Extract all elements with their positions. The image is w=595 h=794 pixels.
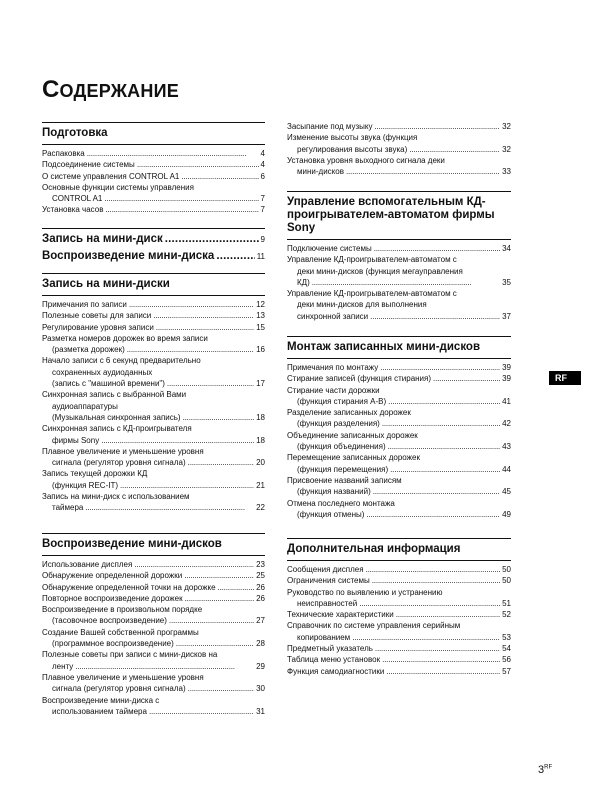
toc-entry[interactable]	[287, 373, 511, 384]
section-divider	[287, 239, 511, 240]
toc-page-number: 43	[502, 442, 511, 452]
toc-list	[287, 243, 511, 322]
dot-leader	[188, 683, 254, 694]
toc-entry-text: (функция REC-IT)	[52, 480, 119, 490]
toc-entry-text: Ограничения системы	[287, 576, 370, 586]
section-title: Запись на мини-диски	[42, 273, 265, 291]
toc-entry[interactable]	[42, 389, 265, 423]
toc-page-number: 50	[502, 576, 511, 586]
toc-page-number: 30	[256, 684, 265, 694]
toc-entry[interactable]	[287, 564, 511, 575]
toc-page-number: 57	[502, 666, 511, 676]
dot-leader	[183, 412, 255, 423]
toc-entry-text: (функция перемещения)	[297, 464, 389, 474]
toc-page-number: 41	[502, 396, 511, 406]
section-montazh	[287, 336, 511, 520]
toc-entry-text: Подключение системы	[287, 244, 372, 253]
dot-leader	[388, 441, 500, 452]
toc-entry-text: (запись с "машиной времени")	[52, 379, 165, 389]
toc-entry-text: О системе управления CONTROL A1	[42, 171, 180, 181]
toc-entry-text: Полезные советы для записи	[42, 311, 152, 321]
dot-leader	[386, 666, 500, 677]
toc-entry-text: Таблица меню установок	[287, 655, 381, 665]
toc-entry[interactable]	[287, 254, 511, 288]
toc-entry-text: таймера	[52, 503, 84, 513]
dot-leader	[120, 480, 254, 491]
toc-entry-text: Распаковка	[42, 149, 85, 158]
toc-entry[interactable]	[42, 593, 265, 604]
toc-entry-text: CONTROL A1	[52, 194, 103, 204]
section-top	[287, 121, 511, 177]
dot-leader	[185, 593, 254, 604]
dot-leader	[167, 378, 254, 389]
toc-entry-line: Руководство по выявлению и устранению	[287, 587, 443, 597]
toc-entry[interactable]	[287, 452, 511, 475]
toc-page-number: 20	[256, 458, 265, 468]
toc-entry-line: Запись текущей дорожки КД	[42, 469, 148, 479]
section-divider	[287, 560, 511, 561]
toc-entry-text: Стирание записей (функция стирания)	[287, 374, 432, 384]
dot-leader	[176, 638, 254, 649]
toc-page-number: 12	[256, 300, 265, 309]
toc-entry[interactable]	[42, 299, 265, 310]
toc-page-number: 18	[256, 412, 265, 422]
section-divider	[42, 144, 265, 145]
dot-leader	[409, 144, 500, 155]
toc-entry-text: регулирования высоты звука)	[297, 144, 408, 154]
toc-entry[interactable]	[42, 582, 265, 593]
dot-leader	[104, 193, 258, 204]
section-title: Воспроизведение мини-дисков	[42, 533, 265, 551]
toc-page-number: 54	[502, 644, 511, 654]
toc-entry[interactable]	[42, 159, 265, 170]
toc-entry-line: Справочник по системе управления серийным	[287, 621, 461, 631]
toc-entry-line: аудиоаппаратуры	[52, 401, 118, 411]
dot-leader	[380, 362, 500, 373]
toc-entry-line: деки мини-дисков для выполнения	[297, 300, 427, 310]
toc-entry-text: (тасовочное воспроизведение)	[52, 616, 167, 626]
dot-leader	[156, 322, 254, 333]
toc-entry[interactable]	[42, 355, 265, 389]
toc-entry-line: сохраненных аудиоданных	[52, 367, 153, 377]
toc-entry[interactable]	[42, 310, 265, 321]
toc-entry[interactable]	[287, 362, 511, 373]
dot-leader	[433, 373, 500, 384]
dot-leader	[382, 654, 500, 665]
toc-list	[287, 564, 511, 677]
toc-entry-line: Синхронная запись с выбранной Вами	[42, 390, 187, 400]
toc-entry-line: Полезные советы при записи с мини-дисков на	[42, 650, 218, 660]
toc-page-number: 53	[502, 632, 511, 642]
toc-entry[interactable]	[42, 171, 265, 182]
toc-entry-line: Создание Вашей собственной программы	[42, 627, 199, 637]
toc-entry[interactable]	[287, 407, 511, 430]
toc-page-number: 32	[502, 122, 511, 131]
toc-entry-line: Установка уровня выходного сигнала деки	[287, 155, 445, 165]
toc-entry-line: Воспроизведение мини-диска с	[42, 695, 160, 705]
dot-leader	[352, 632, 500, 643]
section-podgotovka	[42, 122, 265, 216]
toc-entry-text: Примечания по записи	[42, 300, 127, 309]
toc-entry-text: Примечания по монтажу	[287, 363, 379, 372]
toc-entry-text: Технические характеристики	[287, 610, 394, 620]
toc-entry-text: (функция объединения)	[297, 442, 386, 452]
toc-entry[interactable]	[42, 423, 265, 446]
section-title: Дополнительная информация	[287, 538, 511, 556]
section-dop	[287, 538, 511, 677]
toc-entry-line: Управление КД-проигрывателем-автоматом с	[287, 289, 457, 299]
dot-leader	[346, 166, 500, 177]
toc-entry[interactable]	[42, 649, 265, 672]
toc-page-number: 15	[256, 322, 265, 332]
toc-page-number: 18	[256, 435, 265, 445]
toc-entry-line: Присвоение названий записям	[287, 475, 402, 485]
section-title: Управление вспомогательным КД- проигрывателем-автоматом фирмы Sony	[287, 191, 511, 235]
toc-entry-text: Функция самодиагностики	[287, 666, 385, 676]
toc-page-number: 4	[260, 160, 265, 170]
toc-page-number: 32	[502, 144, 511, 154]
language-tab: RF	[549, 371, 581, 385]
toc-entry[interactable]	[42, 559, 265, 570]
toc-entry-text: (функция стирания A-B)	[297, 396, 387, 406]
toc-page-number: 7	[260, 194, 265, 204]
toc-page-number: 17	[256, 379, 265, 389]
toc-list	[42, 148, 265, 216]
toc-page-number: 56	[502, 655, 511, 665]
toc-entry-text: использованием таймера	[52, 706, 147, 716]
toc-entry-line: деки мини-дисков (функция мегауправления	[297, 266, 463, 276]
toc-entry-text: сигнала (регулятор уровня сигнала)	[52, 684, 186, 694]
toc-page-number: 25	[256, 571, 265, 581]
toc-entry-text: Регулирование уровня записи	[42, 322, 154, 332]
toc-entry[interactable]	[287, 643, 511, 654]
toc-entry[interactable]	[42, 570, 265, 581]
toc-entry[interactable]	[42, 182, 265, 205]
toc-entry-text: КД)	[297, 277, 310, 287]
toc-entry-line: Воспроизведение в произвольном порядке	[42, 605, 203, 615]
toc-entry[interactable]	[42, 322, 265, 333]
toc-entry-line: Плавное увеличение и уменьшение уровня	[42, 672, 204, 682]
dot-leader	[137, 159, 259, 170]
toc-page-number: 50	[502, 565, 511, 574]
toc-entry-line: Запись на мини-диск с использованием	[42, 492, 190, 502]
page-title: СОДЕРЖАНИЕ	[42, 76, 179, 103]
dot-leader	[87, 148, 259, 159]
toc-page-number: 44	[502, 464, 511, 474]
toc-entry-text: (программное воспроизведение)	[52, 639, 174, 649]
toc-entry[interactable]	[42, 446, 265, 469]
dot-leader	[75, 661, 254, 672]
dot-leader	[129, 299, 254, 310]
dot-leader	[375, 643, 500, 654]
toc-entry[interactable]	[287, 121, 511, 132]
toc-entry-text: фирмы Sony	[52, 435, 100, 445]
toc-entry[interactable]	[287, 587, 511, 610]
toc-entry[interactable]	[287, 385, 511, 408]
toc-page-number: 16	[256, 345, 265, 355]
toc-entry[interactable]	[287, 243, 511, 254]
toc-page-number: 39	[502, 363, 511, 372]
section-divider	[287, 358, 511, 359]
toc-page-number: 23	[256, 560, 265, 569]
toc-page-number: 33	[502, 167, 511, 177]
section-zapis	[42, 273, 265, 514]
toc-entry-text: Обнаружение определенной дорожки	[42, 571, 183, 581]
toc-entry[interactable]	[287, 620, 511, 643]
toc-list	[42, 559, 265, 717]
section-title: Монтаж записанных мини-дисков	[287, 336, 511, 354]
dot-leader	[388, 396, 500, 407]
dot-leader	[188, 457, 254, 468]
toc-entry-text: неисправностей	[297, 598, 358, 608]
toc-entry-text: Засыпание под музыку	[287, 122, 373, 131]
toc-page-number: 21	[256, 480, 265, 490]
dot-leader	[101, 435, 254, 446]
toc-entry-text: (функция названий)	[297, 487, 371, 497]
toc-entry-line: Основные функции системы управления	[42, 182, 194, 192]
dot-leader	[153, 310, 254, 321]
section-vosp	[42, 533, 265, 717]
toc-page-number: 37	[502, 311, 511, 321]
dot-leader	[312, 277, 500, 288]
toc-entry-line: Изменение высоты звука (функция	[287, 133, 418, 143]
toc-page-number: 13	[256, 311, 265, 321]
toc-entry[interactable]	[287, 430, 511, 453]
toc-entry[interactable]	[42, 491, 265, 514]
dot-leader	[374, 121, 500, 132]
toc-entry[interactable]	[287, 132, 511, 155]
dot-leader	[366, 509, 500, 520]
toc-entry-line: Стирание части дорожки	[287, 385, 380, 395]
toc-entry-text: Повторное воспроизведение дорожек	[42, 593, 183, 603]
toc-page-number: 26	[256, 593, 265, 603]
toc-page-number: 49	[502, 509, 511, 519]
toc-entry-text: ленту	[52, 661, 74, 671]
toc-entry-text: синхронной записи	[297, 311, 369, 321]
toc-entry[interactable]	[287, 155, 511, 178]
toc-entry[interactable]	[42, 695, 265, 718]
toc-page-number: 28	[256, 639, 265, 649]
toc-entry-text: Сообщения дисплея	[287, 565, 364, 574]
toc-entry-text: копированием	[297, 632, 351, 642]
toc-entry-text: Использование дисплея	[42, 560, 133, 569]
toc-page-number: 34	[502, 244, 511, 253]
toc-entry-text: Подсоединение системы	[42, 160, 135, 170]
toc-page-number: 51	[502, 598, 511, 608]
toc-entry-line: Управление КД-проигрывателем-автоматом с	[287, 255, 457, 265]
toc-entry[interactable]	[287, 654, 511, 665]
toc-big-entry[interactable]: Воспроизведение мини-диска . . . 11	[42, 248, 265, 265]
toc-page-number: 6	[260, 171, 265, 181]
toc-entry[interactable]	[287, 666, 511, 677]
dot-leader	[370, 311, 500, 322]
toc-page-number: 7	[260, 205, 265, 215]
toc-entry-line: Плавное увеличение и уменьшение уровня	[42, 446, 204, 456]
dot-leader	[105, 204, 258, 215]
toc-page-number: 52	[502, 610, 511, 620]
toc-entry-text: сигнала (регулятор уровня сигнала)	[52, 458, 186, 468]
section-upr	[287, 191, 511, 322]
toc-entry[interactable]	[287, 609, 511, 620]
toc-entry-line: Начало записи с 6 секунд предварительно	[42, 356, 201, 366]
toc-entry[interactable]	[42, 333, 265, 356]
dot-leader	[390, 464, 500, 475]
toc-entry[interactable]	[42, 204, 265, 215]
toc-page-number: 29	[256, 661, 265, 671]
dot-leader	[169, 615, 254, 626]
toc-entry-text: Предметный указатель	[287, 644, 373, 654]
toc-entry[interactable]	[42, 604, 265, 627]
section-title: Подготовка	[42, 122, 265, 140]
toc-entry-text: (разметка дорожек)	[52, 345, 125, 355]
toc-entry-line: Синхронная запись с КД-проигрывателя	[42, 424, 192, 434]
toc-entry-line: Разметка номеров дорожек во время записи	[42, 333, 208, 343]
toc-entry-line: Отмена последнего монтажа	[287, 498, 395, 508]
dot-leader	[373, 486, 500, 497]
toc-big-entry[interactable]: Запись на мини-диск . . . 9	[42, 231, 265, 248]
dot-leader	[127, 344, 254, 355]
page-number: $3^{RF}$	[538, 764, 553, 776]
dot-leader	[85, 502, 254, 513]
toc-entry[interactable]	[42, 468, 265, 491]
section-divider	[42, 555, 265, 556]
toc-entry-text: Установка часов	[42, 205, 104, 215]
toc-entry-text: (Музыкальная синхронная запись)	[52, 412, 181, 422]
toc-page-number: 45	[502, 487, 511, 497]
toc-page-number: 31	[256, 706, 265, 716]
toc-entry-line: Перемещение записанных дорожек	[287, 453, 420, 463]
dot-leader	[366, 564, 501, 575]
toc-entry-text: (функция отмены)	[297, 509, 365, 519]
toc-entry[interactable]	[287, 288, 511, 322]
toc-entry[interactable]	[287, 475, 511, 498]
toc-entry-text: мини-дисков	[297, 167, 344, 177]
dot-leader	[382, 418, 500, 429]
toc-list	[287, 362, 511, 520]
toc-page-number: 39	[502, 374, 511, 384]
toc-page-number: 22	[256, 503, 265, 513]
dot-leader	[374, 243, 500, 254]
dot-leader	[134, 559, 254, 570]
toc-entry-line: Разделение записанных дорожек	[287, 408, 411, 418]
toc-entry-text: Обнаружение определенной точки на дорожке	[42, 582, 216, 592]
toc-list	[42, 299, 265, 514]
dot-leader	[396, 609, 500, 620]
big-entries	[42, 228, 265, 265]
toc-list	[287, 121, 511, 177]
dot-leader	[184, 570, 254, 581]
dot-leader	[218, 582, 255, 593]
toc-entry[interactable]	[42, 148, 265, 159]
toc-entry[interactable]	[287, 575, 511, 586]
dot-leader	[149, 706, 254, 717]
toc-entry-line: Объединение записанных дорожек	[287, 430, 418, 440]
toc-entry[interactable]	[42, 672, 265, 695]
toc-page-number: 27	[256, 616, 265, 626]
toc-page-number: 42	[502, 419, 511, 429]
toc-page-number: 35	[502, 277, 511, 287]
toc-entry[interactable]	[287, 498, 511, 521]
dot-leader	[181, 171, 258, 182]
dot-leader	[372, 575, 500, 586]
toc-page-number: 4	[260, 149, 265, 158]
section-divider	[42, 295, 265, 296]
toc-page-number: 26	[256, 582, 265, 592]
toc-entry[interactable]	[42, 627, 265, 650]
toc-entry-text: (функция разделения)	[297, 419, 380, 429]
dot-leader	[359, 598, 500, 609]
